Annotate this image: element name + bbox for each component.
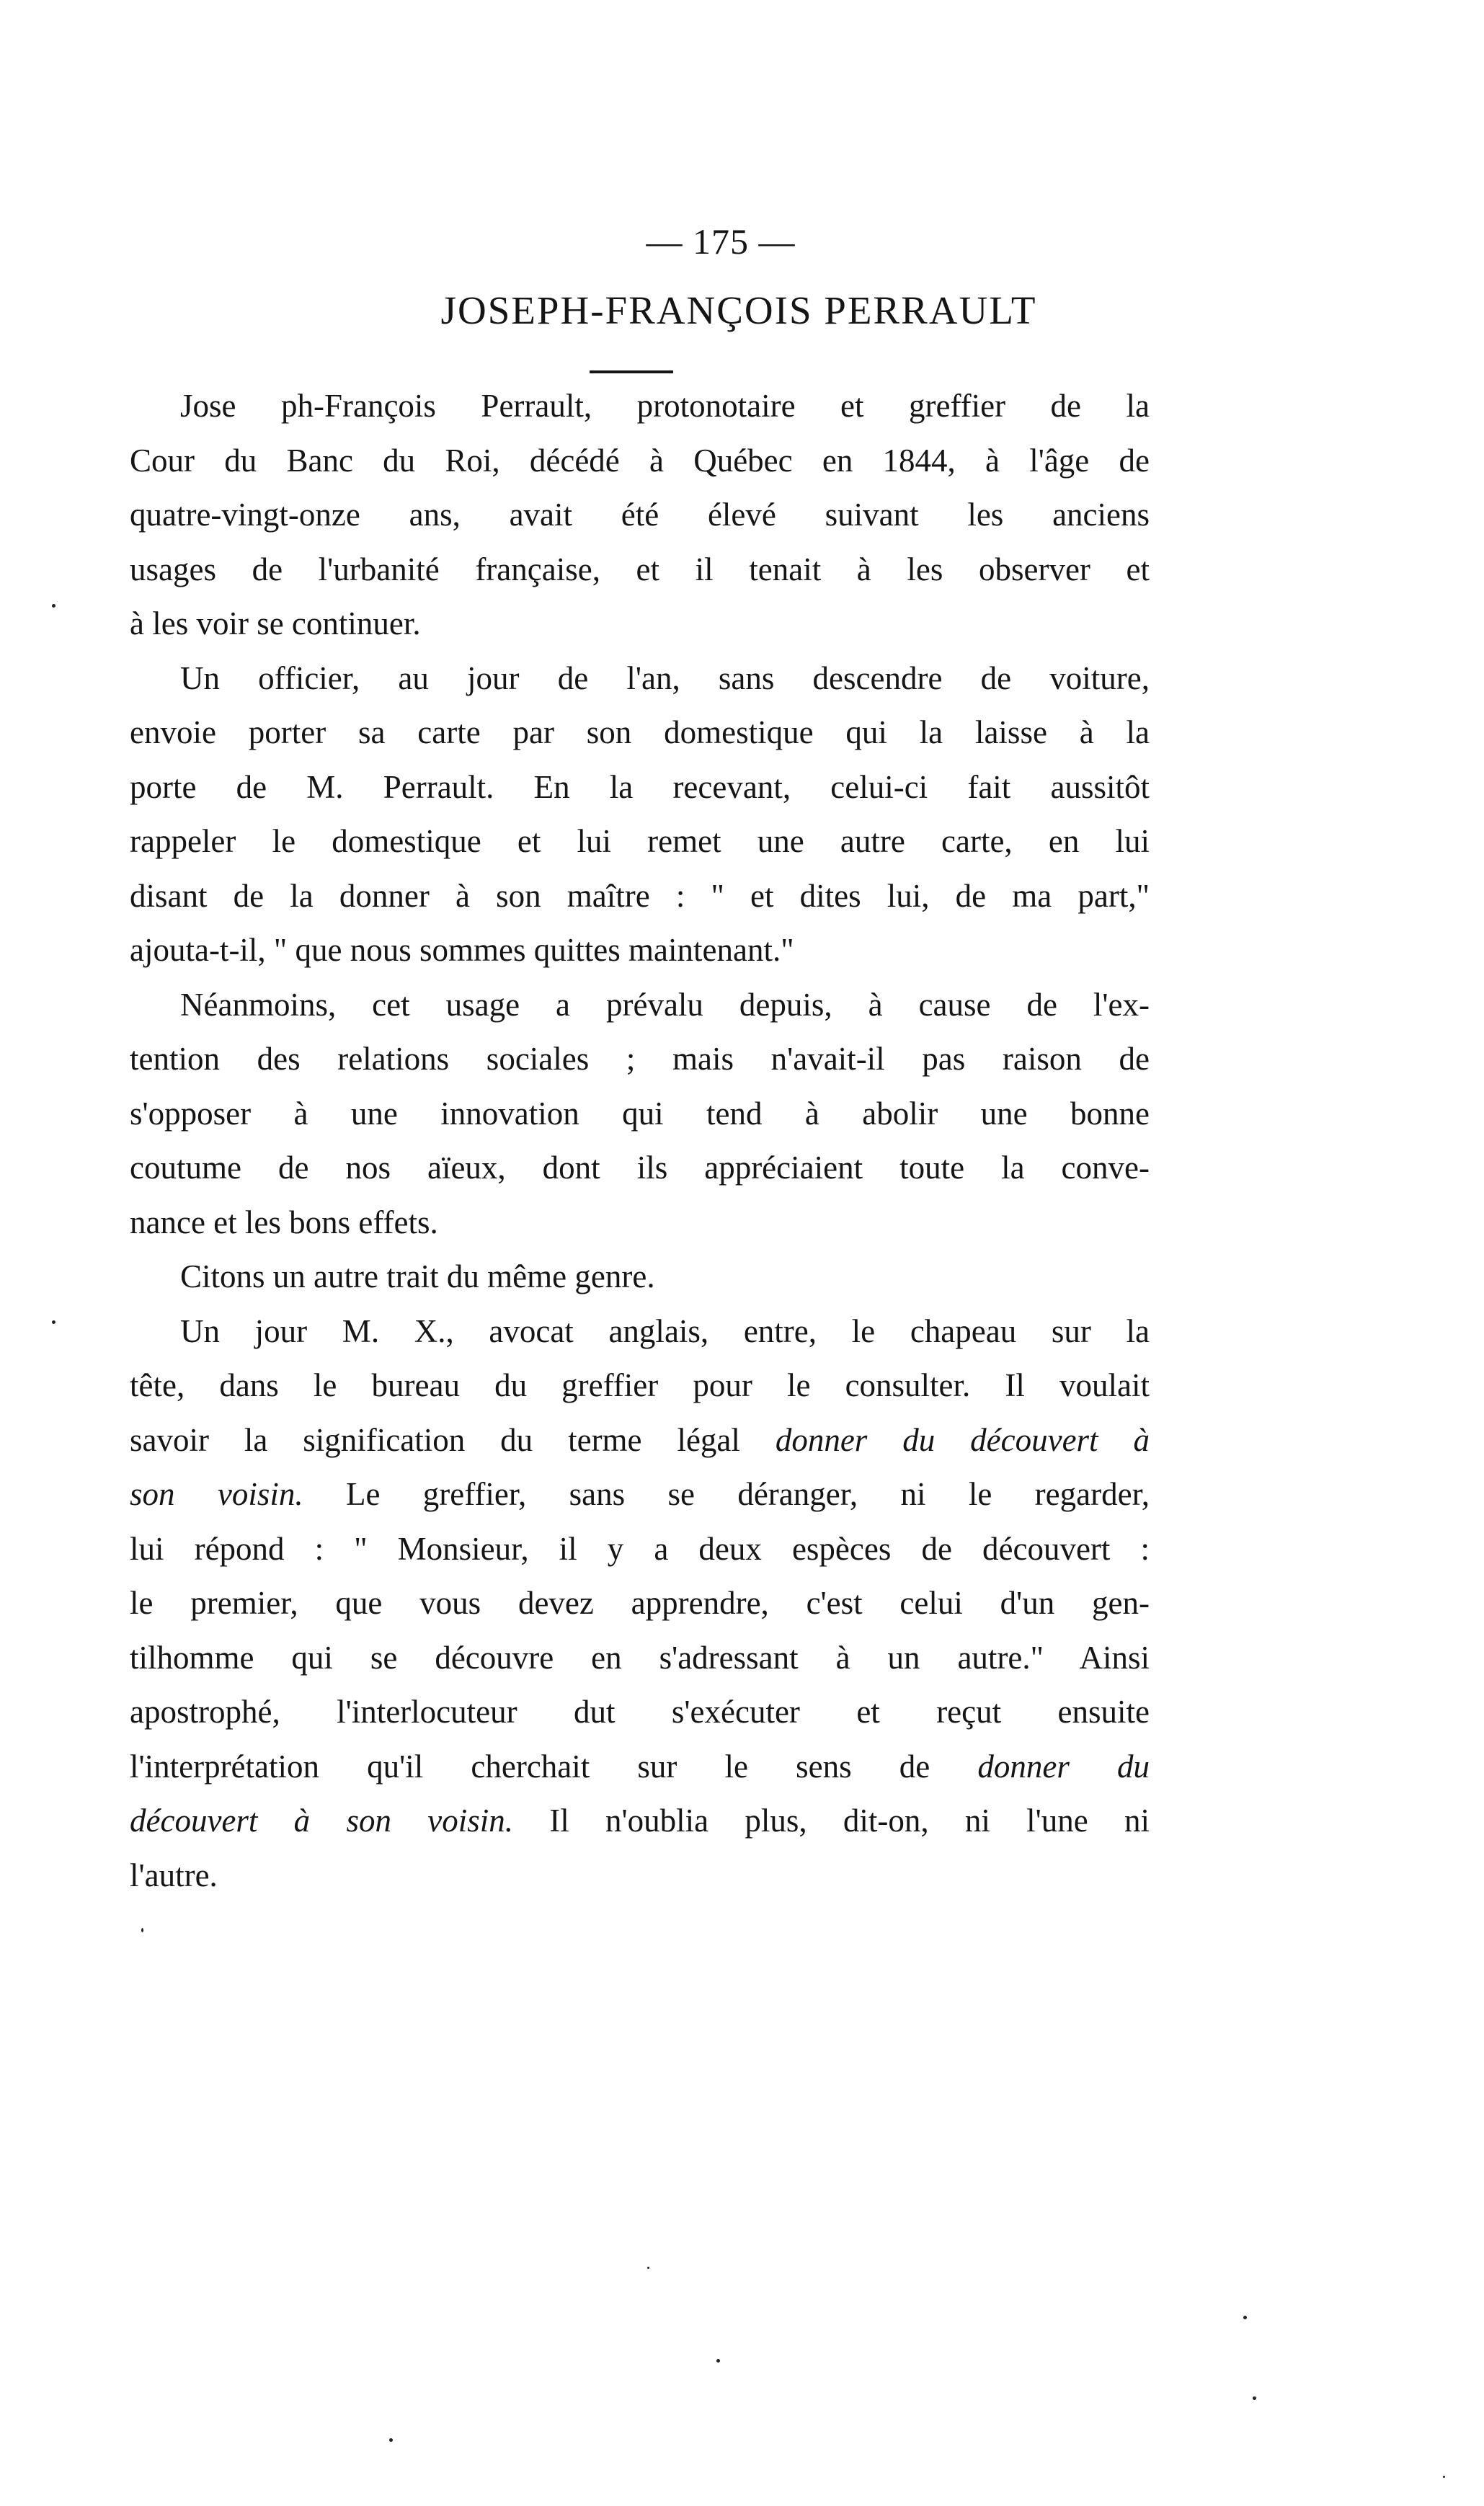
- italic-phrase: son voisin.: [130, 1476, 303, 1512]
- scan-speck: [389, 2438, 393, 2442]
- text-line: [130, 1467, 1150, 1522]
- text-line: s'opposer à une innovation qui tend à abolir une bonne: [130, 1095, 1150, 1132]
- scan-speck: [647, 2267, 649, 2269]
- text-segment: savoir la signification du terme légal: [130, 1421, 776, 1458]
- text-line: Jose ph-François Perrault, protonotaire et greffier de la: [180, 388, 1150, 424]
- italic-phrase: donner du: [977, 1748, 1150, 1785]
- text-line: Citons un autre trait du même genre.: [180, 1258, 655, 1294]
- scan-speck: [1243, 2316, 1247, 2319]
- text-line: tête, dans le bureau du greffier pour le consulter. Il voulait: [130, 1367, 1150, 1403]
- text-line: usages de l'urbanité française, et il tenait à les observer et: [130, 551, 1150, 587]
- scan-speck: [52, 604, 55, 608]
- italic-phrase: donner du découvert à: [775, 1421, 1150, 1458]
- text-line: l'autre.: [130, 1857, 218, 1893]
- text-line: rappeler le domestique et lui remet une autre carte, en lui: [130, 823, 1150, 859]
- text-line: Néanmoins, cet usage a prévalu depuis, à cause de l'ex-: [180, 986, 1150, 1023]
- text-line: [130, 1794, 1150, 1849]
- text-line: apostrophé, l'interlocuteur dut s'exécuter et reçut ensuite: [130, 1694, 1150, 1730]
- text-line: Cour du Banc du Roi, décédé à Québec en 1844, à l'âge de: [130, 442, 1150, 479]
- text-line: envoie porter sa carte par son domestique qui la laisse à la: [130, 714, 1150, 750]
- text-segment: Il n'oublia plus, dit-on, ni l'une ni: [512, 1803, 1150, 1839]
- text-line: porte de M. Perrault. En la recevant, celui-ci fait aussitôt: [130, 768, 1150, 805]
- text-line: le premier, que vous devez apprendre, c'est celui d'un gen-: [130, 1585, 1150, 1621]
- body-text: [130, 379, 1150, 1903]
- text-line: [130, 1413, 1150, 1468]
- text-line: coutume de nos aïeux, dont ils appréciaient toute la conve-: [130, 1150, 1150, 1186]
- text-line: tilhomme qui se découvre en s'adressant à un autre." Ainsi: [130, 1639, 1150, 1676]
- text-segment: Le greffier, sans se déranger, ni le regarder,: [303, 1476, 1150, 1512]
- text-line: Un officier, au jour de l'an, sans descendre de voiture,: [180, 659, 1150, 696]
- scan-speck: [52, 1320, 55, 1324]
- text-line: disant de la donner à son maître : " et dites lui, de ma part,": [130, 877, 1150, 914]
- text-line: [130, 1740, 1150, 1795]
- page-title: JOSEPH-FRANÇOIS PERRAULT: [440, 288, 1037, 332]
- text-segment: l'interprétation qu'il cherchait sur le sens de: [130, 1748, 978, 1785]
- italic-phrase: découvert à son voisin.: [130, 1803, 513, 1839]
- text-line: quatre-vingt-onze ans, avait été élevé suivant les anciens: [130, 497, 1150, 533]
- scan-speck: [1443, 2476, 1445, 2478]
- scan-speck: [141, 1928, 143, 1932]
- text-line: ajouta-t-il, " que nous sommes quittes maintenant.": [130, 932, 794, 968]
- scan-speck: [716, 2359, 720, 2363]
- text-line: lui répond : " Monsieur, il y a deux espèces de découvert :: [130, 1530, 1150, 1567]
- text-line: nance et les bons effets.: [130, 1204, 438, 1240]
- text-line: Un jour M. X., avocat anglais, entre, le chapeau sur la: [180, 1312, 1150, 1349]
- title-divider: [590, 370, 673, 373]
- page-number: — 175 —: [646, 221, 796, 262]
- text-line: à les voir se continuer.: [130, 605, 421, 641]
- scan-speck: [1253, 2396, 1256, 2400]
- text-line: tention des relations sociales ; mais n'avait-il pas raison de: [130, 1041, 1150, 1077]
